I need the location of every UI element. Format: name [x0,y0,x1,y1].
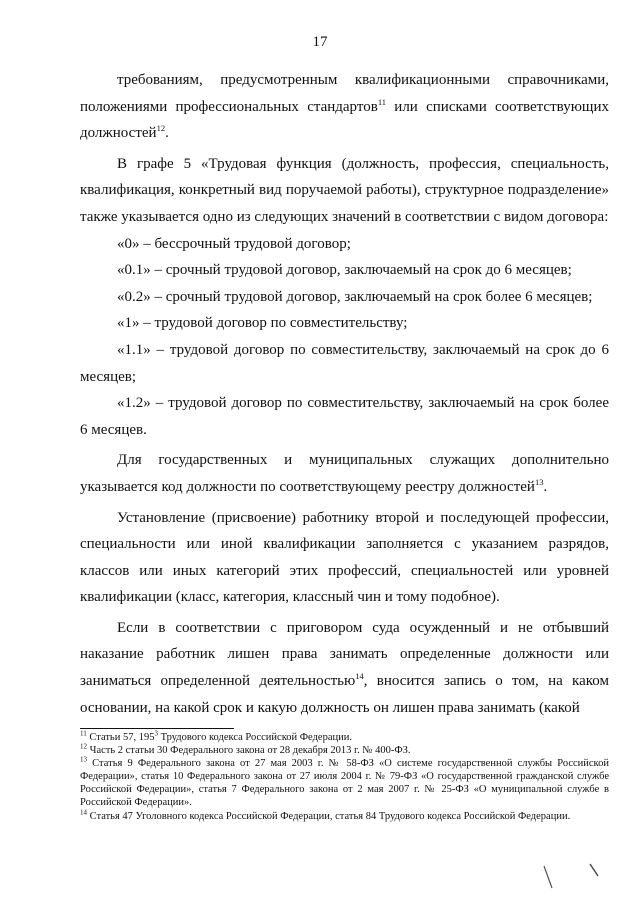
footnote-superscript: 3 [154,729,158,738]
paragraph-text: «0» – бессрочный трудовой договор; [117,235,351,252]
paragraph [80,231,609,258]
page-number: 17 [312,34,328,50]
footnote [80,731,609,744]
footnote-text: Статьи 57, 195 [86,732,155,743]
footnote-text: Статья 9 Федерального закона от 27 мая 2003 г. № 58-ФЗ «О системе государственной службы Российской Федерации», статья 10 Федерального закона от 27 июля 2004 г. № 79-ФЗ «О государственной гражданской службе Российской Федерации», статья 7 Федерального закона от 2 мая 2007 г. № 25-ФЗ «О муниципальной службе в Российской Федерации». [80,758,609,809]
paragraph [80,257,609,284]
paragraph-text: Если в соответствии с приговором суда осужденный и не отбывший наказание работник лишен права занимать определенные должности или заниматься определенной деятельностью [80,619,609,690]
footnote-text: Статья 47 Уголовного кодекса Российской Федерации, статья 84 Трудового кодекса Российской Федерации. [87,810,571,822]
footnote [80,757,609,809]
paragraph [80,67,609,147]
paragraph-text: или списками соответствующих должностей [80,98,609,142]
paragraph-text: «1» – трудовой договор по совместительству; [117,315,408,332]
paragraph [80,505,609,611]
paragraph [80,310,609,337]
paragraph [80,390,609,443]
paragraph-text: Установление (присвоение) работнику второй и последующей профессии, специальности или иной квалификации заполняется с указанием разрядов, классов или иных категорий этих профессий, специальностей или уровней квалификации (класс, категория, классный чин и тому подобное). [80,509,609,606]
paragraph [80,284,609,311]
footnote-reference[interactable]: 14 [355,671,364,682]
paragraph-text: . [543,478,548,495]
paragraph-text: «0.2» – срочный трудовой договор, заключаемый на срок более 6 месяцев; [117,288,593,305]
paragraph-text: «0.1» – срочный трудовой договор, заключаемый на срок до 6 месяцев; [117,262,572,279]
paragraph-text: , вносится запись о том, на каком основании, на какой срок и какую должность он лишен права занимать (какой [80,673,609,716]
paragraph [80,447,609,500]
paragraph [80,615,609,721]
footnote [80,810,609,823]
footnote [80,744,609,757]
footnote-mark: 12 [80,742,87,751]
footnote-reference[interactable]: 13 [534,476,544,487]
paragraph [80,337,609,390]
scan-artifact-marks [540,860,610,896]
main-text [80,67,609,721]
footnote-mark: 11 [80,729,87,738]
paragraph-text: . [165,125,169,142]
footnote-text: Часть 2 статьи 30 Федерального закона от 28 декабря 2013 г. № 400-ФЗ. [87,745,411,757]
footnotes [80,731,609,823]
footnote-mark: 13 [80,755,87,764]
paragraph-text: требованиям, предусмотренным квалификационными справочниками, положениями профессиональных стандартов [80,72,609,115]
paragraph-text: «1.1» – трудовой договор по совместительству, заключаемый на срок до 6 месяцев; [80,341,609,385]
paragraph [80,151,609,231]
footnote-text: Трудового кодекса Российской Федерации. [157,732,352,743]
footnote-reference[interactable]: 11 [377,96,386,107]
footnote-reference[interactable]: 12 [156,123,166,134]
paragraph-text: Для государственных и муниципальных служащих дополнительно указывается код должности по соответствующему реестру должностей [80,452,609,495]
paragraph-text: В графе 5 «Трудовая функция (должность, профессия, специальность, квалификация, конкретный вид поручаемой работы), структурное подразделение» также указывается одно из следующих значений в соответствии с видом договора: [80,155,609,225]
footnote-mark: 14 [80,808,87,817]
paragraph-text: «1.2» – трудовой договор по совместительству, заключаемый на срок более 6 месяцев. [80,395,609,438]
